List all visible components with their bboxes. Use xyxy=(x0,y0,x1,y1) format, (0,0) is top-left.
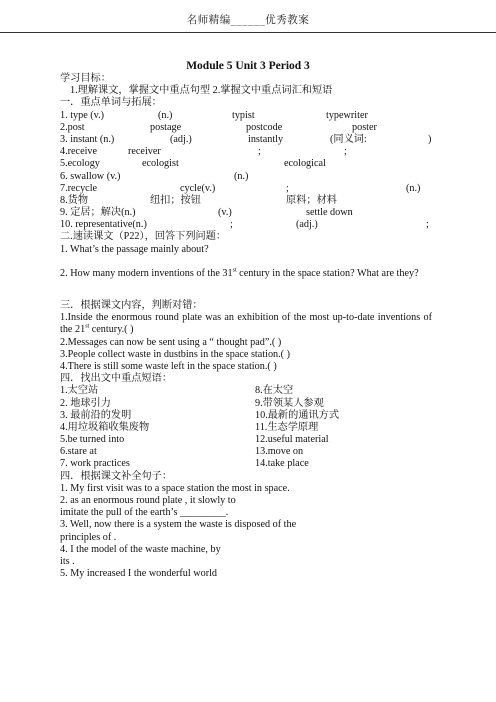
page-title: Module 5 Unit 3 Period 3 xyxy=(186,60,310,72)
vocab-item-2: 2.post postage postcode poster xyxy=(60,121,377,133)
statement-1: 1.Inside the enormous round plate was an exhibition of the most up-to-date inventions of the 21st century.( ) xyxy=(60,312,432,336)
statement-4: 4.There is still some waste left in the space station.( ) xyxy=(60,360,277,372)
phrase-row: 2. 地球引力 9.带领某人参观 xyxy=(60,397,324,409)
goals-heading: 学习目标： xyxy=(60,73,111,84)
fill-sentence-5: 5. My increased I the wonderful world xyxy=(60,568,218,580)
part4-heading: 四．找出文中重点短语： xyxy=(60,373,173,385)
part5-heading: 四．根据课文补全句子： xyxy=(60,470,173,482)
phrase-row: 5.be turned into 12.useful material xyxy=(60,434,329,446)
statement-3: 3.People collect waste in dustbins in the space station.( ) xyxy=(60,348,291,360)
question-1: 1. What’s the passage mainly about? xyxy=(60,243,209,255)
part2-heading: 二.速读课文（P22），回答下列问题： xyxy=(60,231,227,243)
fill-sentence-4a: 4. I the model of the waste machine, by xyxy=(60,543,221,555)
fill-sentence-2b: imitate the pull of the earth’s _________. xyxy=(60,507,229,519)
statement-2: 2.Messages can now be sent using a “ thought pad”.( ) xyxy=(60,336,282,348)
worksheet-body xyxy=(60,73,432,580)
fill-sentence-3a: 3. Well, now there is a system the waste is disposed of the xyxy=(60,519,297,531)
vocab-item-10: 10. representative(n.) ; (adj.) ; xyxy=(60,219,429,231)
vocab-item-7: 7.recycle cycle(v.) ; (n.) xyxy=(60,182,421,194)
part3-heading: 三．根据课文内容，判断对错： xyxy=(60,300,203,312)
vocab-item-4: 4.receive receiver ; ; xyxy=(60,146,347,158)
fill-sentence-3b: principles of . xyxy=(60,531,117,543)
fill-sentence-1: 1. My first visit was to a space station the most in space. xyxy=(60,482,290,494)
part1-heading: 一．重点单词与拓展： xyxy=(60,97,162,109)
question-2: 2. How many modern inventions of the 31st century in the space station? What are they? xyxy=(60,267,419,279)
vocab-item-6: 6. swallow (v.) (n.) xyxy=(60,170,249,182)
vocab-item-3: 3. instant (n.) (adj.) instantly (同义词: ) xyxy=(60,133,432,145)
phrase-row: 7. work practices 14.take place xyxy=(60,458,309,470)
vocab-item-8: 8.货物 纽扣；按钮 原料；材料 xyxy=(60,194,337,206)
header-divider xyxy=(0,32,496,33)
phrase-row: 1.太空站 8.在太空 xyxy=(60,385,294,397)
vocab-item-1: 1. type (v.) (n.) typist typewriter xyxy=(60,109,368,121)
goals-line: 1.理解课文，掌握文中重点句型 2.掌握文中重点词汇和短语 xyxy=(70,85,333,97)
fill-sentence-2a: 2. as an enormous round plate , it slowly to xyxy=(60,495,236,507)
phrase-row: 4.用垃圾箱收集废物 11.生态学原理 xyxy=(60,421,319,433)
phrase-row: 3. 最前沿的发明 10.最新的通讯方式 xyxy=(60,409,340,421)
phrase-row: 6.stare at 13.move on xyxy=(60,446,304,458)
fill-sentence-4b: its . xyxy=(60,555,75,567)
page-header: 名师精编______优秀教案 xyxy=(186,14,310,26)
vocab-item-5: 5.ecology ecologist ecological xyxy=(60,158,326,170)
vocab-item-9: 9. 定居；解决(n.) (v.) settle down xyxy=(60,207,353,219)
